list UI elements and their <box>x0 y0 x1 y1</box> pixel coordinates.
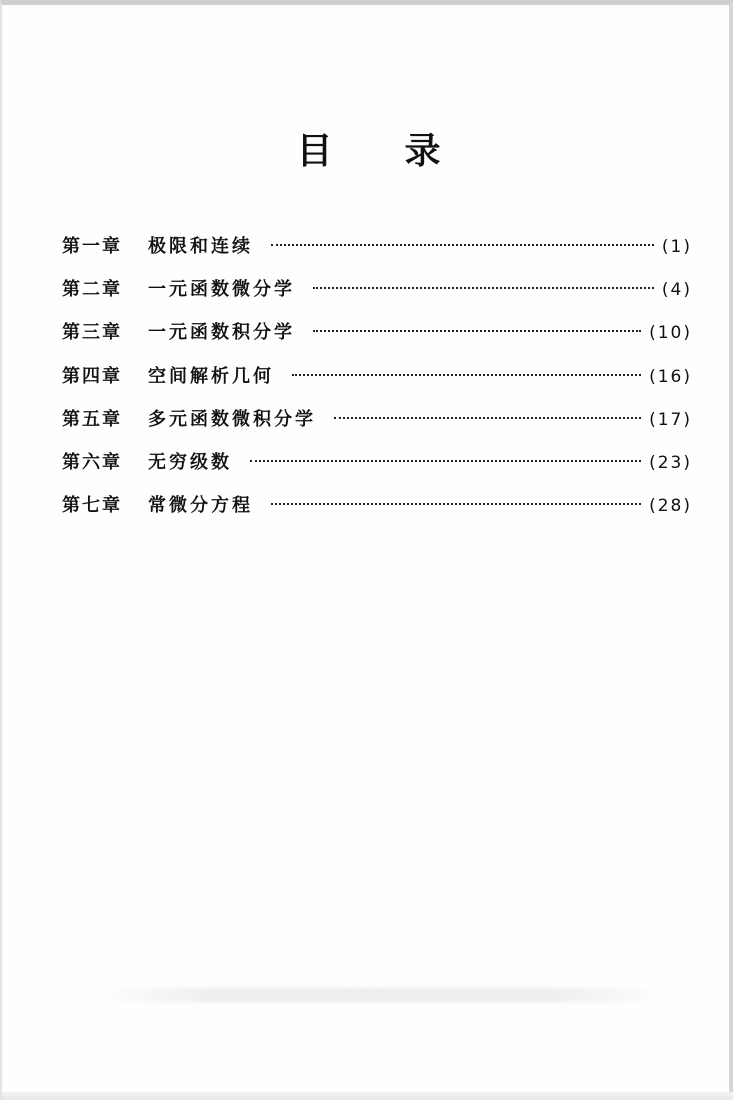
dot-leader <box>313 330 641 332</box>
page-number: (10) <box>649 323 692 344</box>
toc-entry-5[interactable] <box>62 405 692 448</box>
chapter-number: 第四章 <box>62 365 122 387</box>
toc-entry-6[interactable] <box>62 448 692 491</box>
toc-entry-2[interactable] <box>62 275 692 318</box>
page-number: (17) <box>649 409 692 430</box>
title-char-1: 目 <box>296 130 333 172</box>
chapter-title: 一元函数积分学 <box>148 322 295 344</box>
chapter-title: 多元函数微积分学 <box>148 408 316 430</box>
page-title <box>2 123 733 174</box>
dot-leader <box>334 417 641 419</box>
toc-entry-4[interactable] <box>62 362 692 405</box>
chapter-number: 第三章 <box>62 322 122 344</box>
table-of-contents <box>62 232 692 534</box>
page-number: (16) <box>649 366 692 387</box>
chapter-number: 第五章 <box>62 408 122 430</box>
toc-entry-3[interactable] <box>62 318 692 361</box>
page-number: (1) <box>661 237 692 257</box>
dot-leader <box>250 460 641 462</box>
chapter-number: 第六章 <box>62 451 122 473</box>
toc-entry-7[interactable] <box>62 491 692 534</box>
chapter-number: 第七章 <box>62 495 122 517</box>
chapter-number: 第一章 <box>62 236 122 257</box>
chapter-title: 无穷级数 <box>148 451 232 473</box>
chapter-title: 常微分方程 <box>148 495 253 517</box>
toc-entry-1[interactable] <box>62 232 692 275</box>
dot-leader <box>292 374 641 376</box>
title-char-2: 录 <box>404 130 441 172</box>
dot-leader <box>271 244 654 246</box>
dot-leader <box>313 287 654 289</box>
chapter-title: 一元函数微分学 <box>148 279 295 301</box>
dot-leader <box>271 503 641 505</box>
chapter-title: 空间解析几何 <box>148 365 274 387</box>
page-bottom-edge <box>2 1092 733 1100</box>
chapter-number: 第二章 <box>62 279 122 301</box>
chapter-title: 极限和连续 <box>148 236 253 257</box>
bleed-through-text <box>102 988 662 1002</box>
page-number: (23) <box>649 452 692 473</box>
page-number: (4) <box>661 280 692 301</box>
page-number: (28) <box>649 496 692 517</box>
